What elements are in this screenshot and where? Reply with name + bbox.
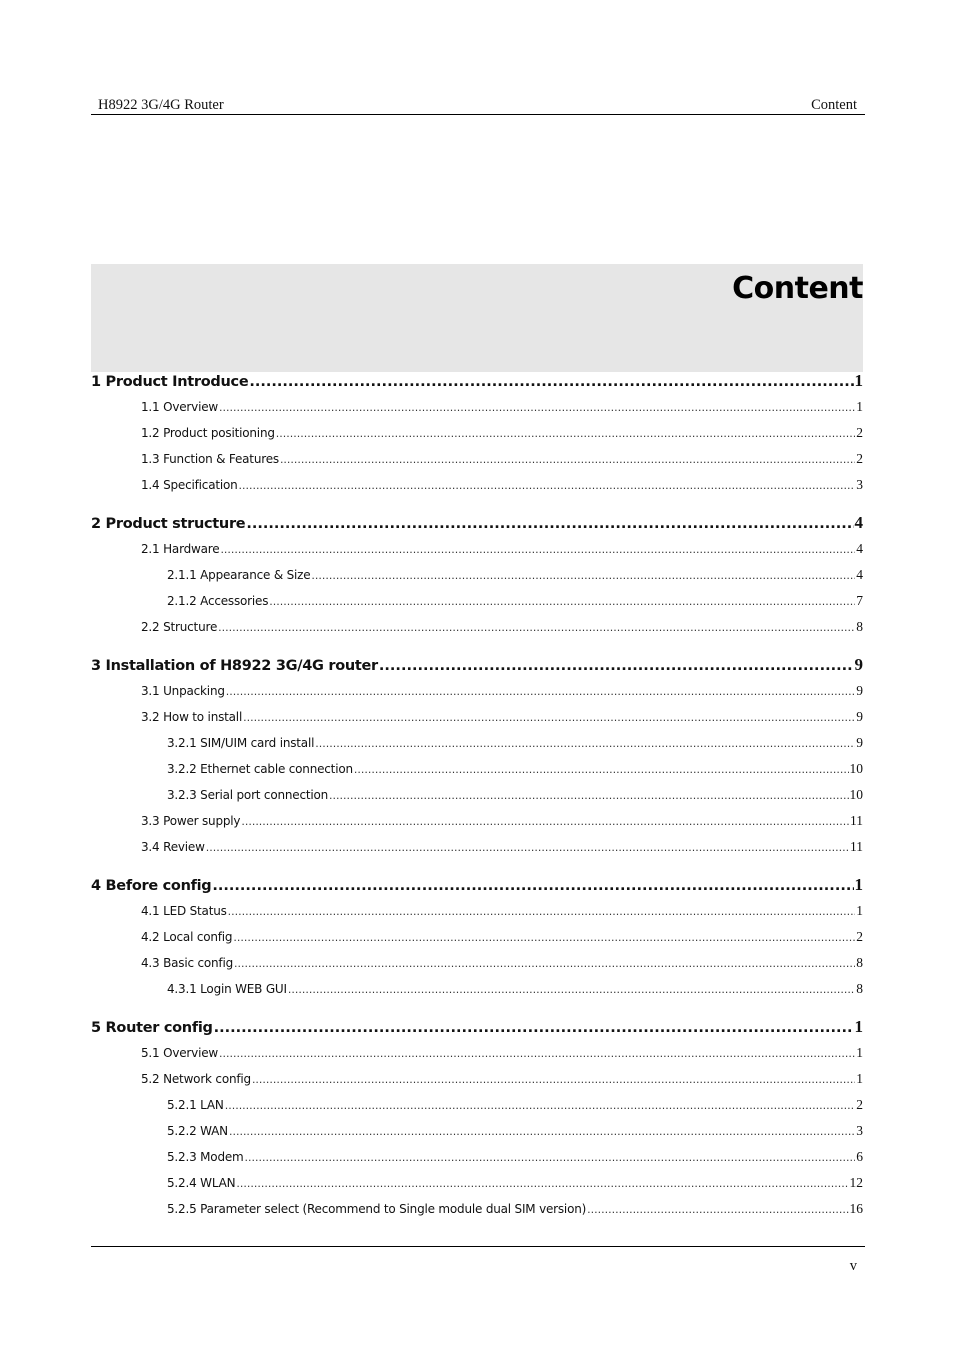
toc-entry-title: 2.1.2 Accessories xyxy=(167,594,269,608)
toc-entry-page: 7 xyxy=(856,593,863,608)
toc-dot-leader xyxy=(587,1201,848,1219)
toc-entry-title: 5.2.1 LAN xyxy=(167,1098,224,1112)
toc-entry-page: 9 xyxy=(856,735,863,750)
toc-dot-leader xyxy=(206,839,849,857)
toc-entry-page: 1 xyxy=(856,903,863,918)
toc-dot-leader xyxy=(246,513,853,535)
toc-entry-title: 5 Router config xyxy=(91,1020,213,1036)
toc-dot-leader xyxy=(249,371,853,393)
toc-dot-leader xyxy=(219,399,855,417)
toc-entry-page: 4 xyxy=(856,541,863,556)
toc-entry-page: 1 xyxy=(854,1017,863,1036)
toc-entry-level-3[interactable] xyxy=(167,1096,863,1114)
toc-entry-title: 5.2.4 WLAN xyxy=(167,1176,236,1190)
toc-entry-page: 1 xyxy=(854,875,863,894)
toc-dot-leader xyxy=(252,1071,855,1089)
toc-entry-level-2[interactable] xyxy=(141,902,863,920)
toc-entry-title: 5.2.3 Modem xyxy=(167,1150,244,1164)
toc-entry-page: 1 xyxy=(856,1071,863,1086)
toc-entry-title: 3.2.1 SIM/UIM card install xyxy=(167,736,315,750)
toc-entry-level-2[interactable] xyxy=(141,618,863,636)
toc-entry-page: 9 xyxy=(856,709,863,724)
title-band xyxy=(91,264,863,372)
toc-entry-title: 3.3 Power supply xyxy=(141,814,241,828)
toc-dot-leader xyxy=(225,1097,856,1115)
toc-entry-level-3[interactable] xyxy=(167,566,863,584)
toc-dot-leader xyxy=(241,813,849,831)
toc-entry-level-2[interactable] xyxy=(141,1070,863,1088)
toc-entry-page: 2 xyxy=(856,929,863,944)
page-title: Content xyxy=(732,271,863,306)
toc-entry-page: 4 xyxy=(856,567,863,582)
toc-entry-title: 3.2 How to install xyxy=(141,710,243,724)
footer-rule xyxy=(91,1246,865,1247)
toc-entry-page: 9 xyxy=(854,655,863,674)
toc-dot-leader xyxy=(354,761,849,779)
toc-entry-page: 8 xyxy=(856,955,863,970)
toc-dot-leader xyxy=(219,1045,855,1063)
toc-entry-page: 11 xyxy=(850,839,863,854)
toc-entry-level-3[interactable] xyxy=(167,592,863,610)
toc-dot-leader xyxy=(233,929,855,947)
toc-entry-title: 2 Product structure xyxy=(91,516,246,532)
toc-entry-level-3[interactable] xyxy=(167,1174,863,1192)
toc-entry-title: 3.2.2 Ethernet cable connection xyxy=(167,762,353,776)
toc-entry-level-1[interactable] xyxy=(91,512,863,534)
footer-page-number: v xyxy=(849,1258,857,1274)
toc-dot-leader xyxy=(243,709,855,727)
toc-entry-page: 8 xyxy=(856,619,863,634)
header-doc-title: H8922 3G/4G Router xyxy=(98,97,224,113)
toc-entry-page: 3 xyxy=(856,1123,863,1138)
toc-entry-page: 2 xyxy=(856,451,863,466)
toc-dot-leader xyxy=(220,541,855,559)
toc-entry-title: 4.3 Basic config xyxy=(141,956,234,970)
toc-dot-leader xyxy=(228,903,856,921)
toc-entry-title: 4.2 Local config xyxy=(141,930,233,944)
toc-entry-title: 2.2 Structure xyxy=(141,620,218,634)
toc-entry-title: 5.2 Network config xyxy=(141,1072,251,1086)
toc-entry-level-3[interactable] xyxy=(167,786,863,804)
toc-entry-level-2[interactable] xyxy=(141,812,863,830)
toc-entry-title: 1.1 Overview xyxy=(141,400,218,414)
toc-entry-title: 4.3.1 Login WEB GUI xyxy=(167,982,287,996)
toc-entry-level-2[interactable] xyxy=(141,708,863,726)
toc-entry-level-3[interactable] xyxy=(167,1148,863,1166)
toc-entry-page: 1 xyxy=(854,371,863,390)
toc-dot-leader xyxy=(315,735,855,753)
toc-entry-title: 1.4 Specification xyxy=(141,478,238,492)
toc-dot-leader xyxy=(245,1149,856,1167)
toc-entry-title: 5.1 Overview xyxy=(141,1046,218,1060)
toc-entry-level-1[interactable] xyxy=(91,874,863,896)
toc-dot-leader xyxy=(212,875,853,897)
toc-entry-level-2[interactable] xyxy=(141,928,863,946)
toc-entry-page: 2 xyxy=(856,425,863,440)
toc-entry-level-2[interactable] xyxy=(141,424,863,442)
toc-entry-page: 9 xyxy=(856,683,863,698)
page-header xyxy=(91,96,865,115)
toc-entry-page: 10 xyxy=(849,787,863,802)
toc-dot-leader xyxy=(311,567,855,585)
toc-entry-title: 4.1 LED Status xyxy=(141,904,227,918)
toc-entry-level-2[interactable] xyxy=(141,1044,863,1062)
toc-dot-leader xyxy=(218,619,855,637)
toc-entry-page: 4 xyxy=(854,513,863,532)
toc-entry-level-3[interactable] xyxy=(167,1200,863,1218)
toc-dot-leader xyxy=(269,593,855,611)
header-section-title: Content xyxy=(811,97,857,113)
toc-entry-page: 1 xyxy=(856,1045,863,1060)
toc-entry-level-2[interactable] xyxy=(141,398,863,416)
toc-entry-page: 12 xyxy=(849,1175,863,1190)
toc-entry-title: 4 Before config xyxy=(91,878,212,894)
toc-entry-level-3[interactable] xyxy=(167,1122,863,1140)
toc-dot-leader xyxy=(234,955,855,973)
toc-entry-title: 1.3 Function & Features xyxy=(141,452,279,466)
toc-dot-leader xyxy=(280,451,855,469)
toc-entry-title: 3.1 Unpacking xyxy=(141,684,225,698)
toc-entry-page: 6 xyxy=(856,1149,863,1164)
toc-entry-level-3[interactable] xyxy=(167,980,863,998)
toc-entry-page: 10 xyxy=(849,761,863,776)
toc-entry-level-2[interactable] xyxy=(141,682,863,700)
toc-entry-title: 1 Product Introduce xyxy=(91,374,249,390)
toc-dot-leader xyxy=(276,425,855,443)
toc-entry-page: 8 xyxy=(856,981,863,996)
toc-entry-level-1[interactable] xyxy=(91,370,863,392)
toc-dot-leader xyxy=(379,655,854,677)
toc-entry-title: 2.1.1 Appearance & Size xyxy=(167,568,311,582)
toc-entry-page: 11 xyxy=(850,813,863,828)
toc-entry-title: 5.2.2 WAN xyxy=(167,1124,228,1138)
toc-entry-level-3[interactable] xyxy=(167,760,863,778)
toc-entry-level-2[interactable] xyxy=(141,954,863,972)
toc-dot-leader xyxy=(214,1017,854,1039)
toc-dot-leader xyxy=(239,477,856,495)
toc-dot-leader xyxy=(226,683,855,701)
toc-entry-level-1[interactable] xyxy=(91,1016,863,1038)
toc-entry-title: 1.2 Product positioning xyxy=(141,426,275,440)
toc-entry-page: 2 xyxy=(856,1097,863,1112)
toc-entry-level-1[interactable] xyxy=(91,654,863,676)
toc-dot-leader xyxy=(329,787,848,805)
toc-dot-leader xyxy=(236,1175,848,1193)
toc-entry-title: 2.1 Hardware xyxy=(141,542,220,556)
toc-entry-title: 3.4 Review xyxy=(141,840,205,854)
toc-dot-leader xyxy=(229,1123,855,1141)
toc-entry-page: 16 xyxy=(849,1201,863,1216)
toc-entry-page: 3 xyxy=(856,477,863,492)
toc-entry-title: 3.2.3 Serial port connection xyxy=(167,788,329,802)
toc-entry-level-3[interactable] xyxy=(167,734,863,752)
toc-entry-level-2[interactable] xyxy=(141,540,863,558)
toc-entry-title: 5.2.5 Parameter select (Recommend to Single module dual SIM version) xyxy=(167,1202,587,1216)
toc-entry-title: 3 Installation of H8922 3G/4G router xyxy=(91,658,378,674)
toc-entry-level-2[interactable] xyxy=(141,838,863,856)
toc-dot-leader xyxy=(288,981,855,999)
toc-entry-page: 1 xyxy=(856,399,863,414)
toc-entry-level-2[interactable] xyxy=(141,476,863,494)
toc-entry-level-2[interactable] xyxy=(141,450,863,468)
